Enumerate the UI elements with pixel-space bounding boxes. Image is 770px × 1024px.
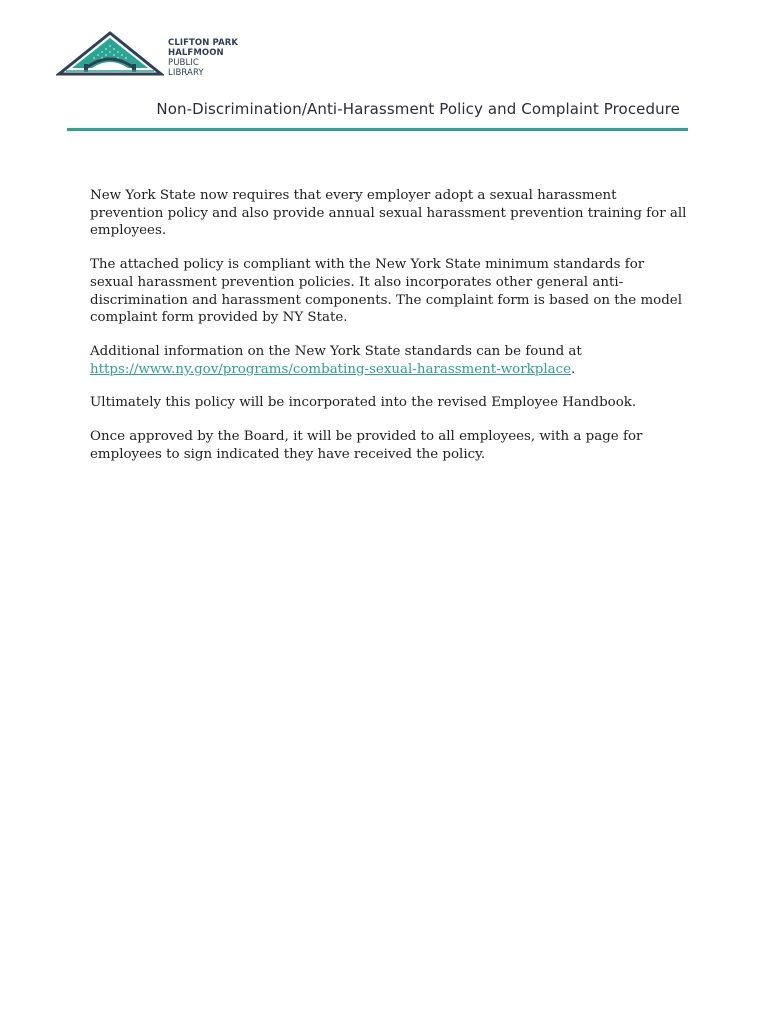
logo-line-2: HALFMOON xyxy=(168,48,224,58)
paragraph-approval: Once approved by the Board, it will be provided to all employees, with a page for employees to sign indicated they have received the policy. xyxy=(90,429,643,462)
library-emblem-icon xyxy=(56,30,164,80)
paragraph-requirement: New York State now requires that every employer adopt a sexual harassment prevention policy and also provide annual sexual harassment prevention training for all employees. xyxy=(90,188,687,239)
logo-line-1: CLIFTON PARK xyxy=(168,38,239,48)
document-body xyxy=(90,187,690,479)
paragraph-additional-info xyxy=(90,343,690,378)
logo-line-3: PUBLIC xyxy=(168,58,199,68)
paragraph-handbook: Ultimately this policy will be incorporated into the revised Employee Handbook. xyxy=(90,395,637,411)
document-title: Non-Discrimination/Anti-Harassment Policy and Complaint Procedure xyxy=(156,100,680,118)
paragraph-compliance: The attached policy is compliant with the New York State minimum standards for sexual harassment prevention policies. It also incorporates other general anti-discrimination and harassment components. The complaint form is based on the model complaint form provided by NY State. xyxy=(90,257,682,326)
title-divider xyxy=(67,128,688,131)
library-logo xyxy=(56,30,256,80)
library-name xyxy=(168,38,238,78)
link-suffix: . xyxy=(571,361,576,377)
ny-gov-link[interactable]: https://www.ny.gov/programs/combating-sexual-harassment-workplace xyxy=(90,361,572,377)
additional-info-text: Additional information on the New York State standards can be found at xyxy=(90,343,582,359)
logo-line-4: LIBRARY xyxy=(168,68,204,78)
